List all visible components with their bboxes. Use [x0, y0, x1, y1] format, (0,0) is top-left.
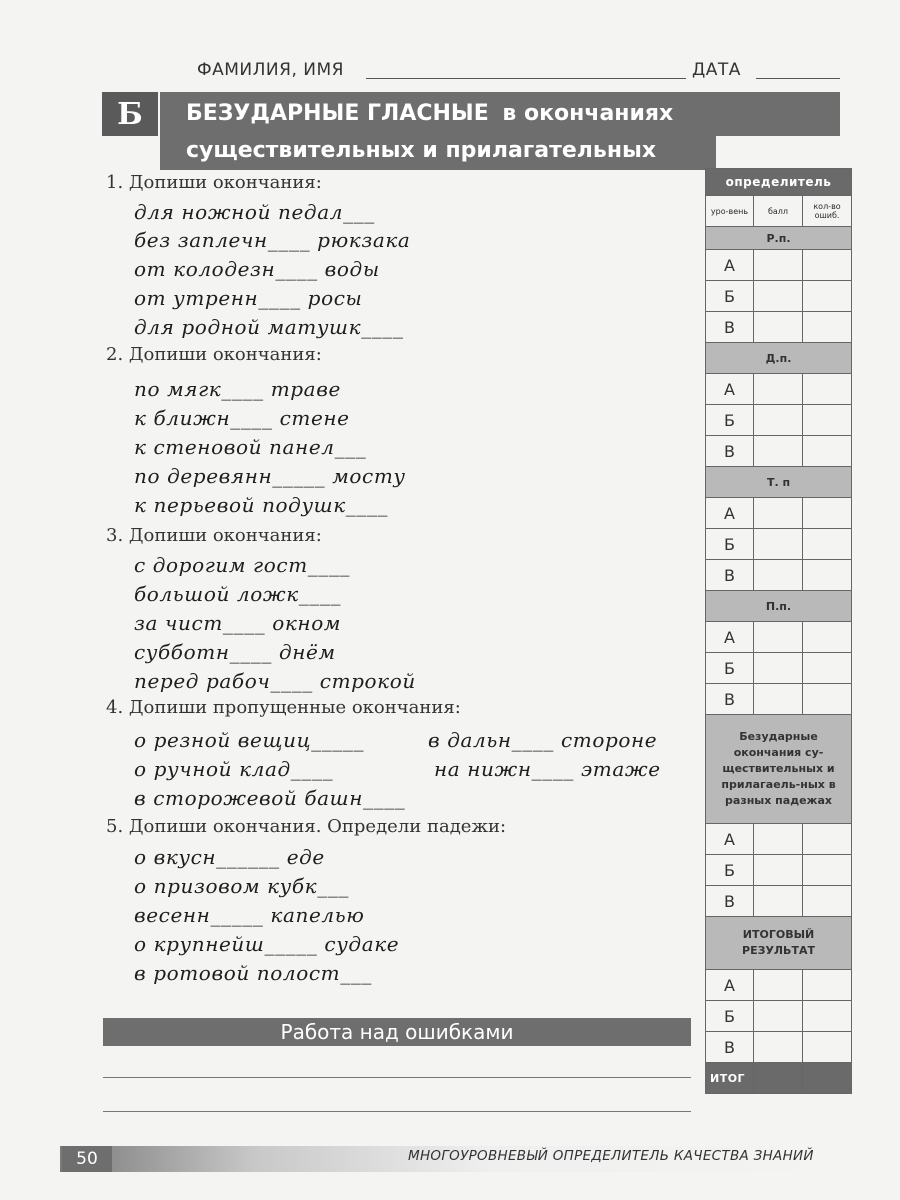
errors-cell[interactable]	[803, 653, 852, 684]
title-line-2: существительных и прилагательных	[186, 138, 657, 163]
errors-cell[interactable]	[803, 1032, 852, 1063]
level-cell: Б	[706, 405, 754, 436]
errors-cell[interactable]	[803, 560, 852, 591]
task-4-heading: 4. Допиши пропущенные окончания:	[106, 697, 461, 718]
title-bold-part: БЕЗУДАРНЫЕ ГЛАСНЫЕ	[186, 101, 489, 126]
task-3-line[interactable]: субботн____ днём	[134, 640, 336, 664]
category-row: Д.п.	[706, 343, 852, 374]
total-label: ИТОГ	[706, 1063, 754, 1094]
score-cell[interactable]	[754, 1032, 803, 1063]
errors-cell[interactable]	[803, 312, 852, 343]
task-4-line[interactable]: в сторожевой башн____	[134, 786, 406, 810]
task-1-line[interactable]: для родной матушк____	[134, 315, 404, 339]
task-3-heading: 3. Допиши окончания:	[106, 525, 322, 546]
page-number: 50	[62, 1146, 112, 1172]
date-label: ДАТА	[692, 60, 741, 80]
task-5-line[interactable]: в ротовой полост___	[134, 961, 373, 985]
score-cell[interactable]	[754, 374, 803, 405]
score-cell[interactable]	[754, 405, 803, 436]
task-3-line[interactable]: большой ложк____	[134, 582, 342, 606]
level-cell: Б	[706, 653, 754, 684]
errors-cell[interactable]	[803, 824, 852, 855]
errors-cell[interactable]	[803, 1001, 852, 1032]
level-cell: А	[706, 824, 754, 855]
score-cell[interactable]	[754, 622, 803, 653]
name-label: ФАМИЛИЯ, ИМЯ	[197, 60, 344, 80]
errors-cell[interactable]	[803, 498, 852, 529]
category-row: Т. п	[706, 467, 852, 498]
errors-cell[interactable]	[803, 436, 852, 467]
score-cell[interactable]	[754, 855, 803, 886]
task-5-line[interactable]: о крупнейш_____ судаке	[134, 932, 400, 956]
level-cell: В	[706, 560, 754, 591]
errors-cell[interactable]	[803, 622, 852, 653]
level-cell: Б	[706, 1001, 754, 1032]
level-cell: А	[706, 250, 754, 281]
level-cell: А	[706, 498, 754, 529]
writing-line[interactable]	[103, 1077, 691, 1078]
errors-cell[interactable]	[803, 281, 852, 312]
task-2-heading: 2. Допиши окончания:	[106, 344, 322, 365]
col-header-score: балл	[754, 196, 803, 227]
col-header-level: уро-вень	[706, 196, 754, 227]
date-field-line[interactable]	[756, 78, 840, 79]
task-2-line[interactable]: к ближн____ стене	[134, 406, 350, 430]
score-cell[interactable]	[754, 250, 803, 281]
task-1-line[interactable]: для ножной педал___	[134, 200, 375, 224]
task-4-line[interactable]: о ручной клад____	[134, 757, 334, 781]
writing-line[interactable]	[103, 1111, 691, 1112]
section-title-band	[160, 92, 840, 136]
col-header-errors: кол-во ошиб.	[803, 196, 852, 227]
task-5-line[interactable]: о призовом кубк___	[134, 874, 350, 898]
task-3-line[interactable]: с дорогим гост____	[134, 553, 351, 577]
errors-cell[interactable]	[803, 405, 852, 436]
assessment-table	[705, 168, 851, 1094]
score-cell[interactable]	[754, 970, 803, 1001]
errors-cell[interactable]	[803, 855, 852, 886]
task-5-heading: 5. Допиши окончания. Определи падежи:	[106, 816, 507, 837]
task-1-line[interactable]: от утренн____ росы	[134, 286, 363, 310]
level-cell: В	[706, 312, 754, 343]
score-cell[interactable]	[754, 498, 803, 529]
category-row: П.п.	[706, 591, 852, 622]
score-cell[interactable]	[754, 529, 803, 560]
level-cell: Б	[706, 855, 754, 886]
task-2-line[interactable]: по мягк____ траве	[134, 377, 341, 401]
task-4-line-right[interactable]: на нижн____ этаже	[434, 757, 661, 781]
section-letter: Б	[102, 92, 158, 136]
task-1-heading: 1. Допиши окончания:	[106, 172, 322, 193]
errors-cell[interactable]	[803, 970, 852, 1001]
title-rest-part: в окончаниях	[502, 101, 674, 126]
level-cell: В	[706, 1032, 754, 1063]
task-4-line[interactable]: о резной вещиц_____	[134, 728, 365, 752]
footer-text: МНОГОУРОВНЕВЫЙ ОПРЕДЕЛИТЕЛЬ КАЧЕСТВА ЗНАНИЙ	[408, 1148, 814, 1164]
task-2-line[interactable]: к перьевой подушк____	[134, 493, 389, 517]
errors-cell[interactable]	[803, 250, 852, 281]
task-4-line-right[interactable]: в дальн____ стороне	[428, 728, 658, 752]
section-title-band-2	[160, 136, 716, 170]
errors-cell[interactable]	[803, 374, 852, 405]
work-on-mistakes-title: Работа над ошибками	[103, 1018, 691, 1046]
score-cell[interactable]	[754, 560, 803, 591]
level-cell: В	[706, 886, 754, 917]
task-5-line[interactable]: о вкусн______ еде	[134, 845, 325, 869]
errors-cell[interactable]	[803, 886, 852, 917]
summary-category-row: Безударные окончания су-ществительных и прилагаель-ных в разных падежах	[706, 715, 852, 824]
score-cell[interactable]	[754, 1001, 803, 1032]
score-cell[interactable]	[754, 281, 803, 312]
task-1-line[interactable]: от колодезн____ воды	[134, 257, 380, 281]
task-2-line[interactable]: к стеновой панел___	[134, 435, 367, 459]
task-3-line[interactable]: перед рабоч____ строкой	[134, 669, 416, 693]
score-cell[interactable]	[754, 436, 803, 467]
score-cell[interactable]	[754, 312, 803, 343]
level-cell: Б	[706, 281, 754, 312]
total-score-cell[interactable]	[754, 1063, 803, 1094]
result-category-row: ИТОГОВЫЙ РЕЗУЛЬТАТ	[706, 917, 852, 970]
task-2-line[interactable]: по деревянн_____ мосту	[134, 464, 406, 488]
score-cell[interactable]	[754, 653, 803, 684]
task-5-line[interactable]: весенн_____ капелью	[134, 903, 365, 927]
level-cell: В	[706, 684, 754, 715]
category-row: Р.п.	[706, 227, 852, 250]
level-cell: А	[706, 374, 754, 405]
errors-cell[interactable]	[803, 684, 852, 715]
task-3-line[interactable]: за чист____ окном	[134, 611, 342, 635]
level-cell: В	[706, 436, 754, 467]
table-title: определитель	[706, 169, 852, 196]
level-cell: А	[706, 622, 754, 653]
level-cell: А	[706, 970, 754, 1001]
total-errors-cell[interactable]	[803, 1063, 852, 1094]
errors-cell[interactable]	[803, 529, 852, 560]
task-1-line[interactable]: без заплечн____ рюкзака	[134, 228, 411, 252]
score-cell[interactable]	[754, 886, 803, 917]
score-cell[interactable]	[754, 824, 803, 855]
score-cell[interactable]	[754, 684, 803, 715]
level-cell: Б	[706, 529, 754, 560]
name-field-line[interactable]	[366, 78, 686, 79]
